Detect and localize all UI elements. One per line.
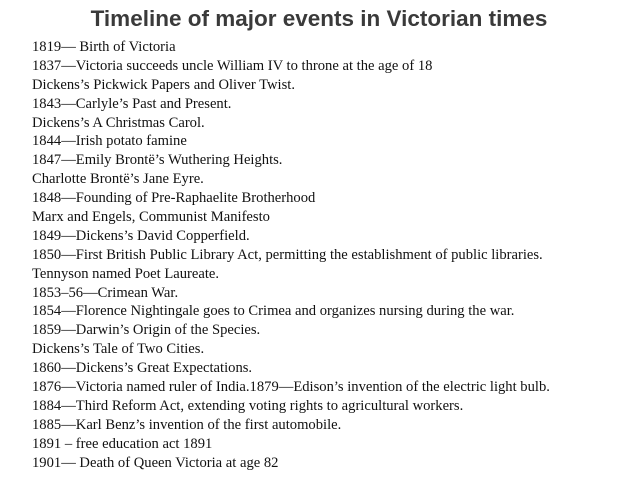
timeline-line: 1837—Victoria succeeds uncle William IV to throne at the age of 18 [32,57,433,74]
timeline-line: Dickens’s Pickwick Papers and Oliver Twist. [32,76,295,93]
timeline-line: Tennyson named Poet Laureate. [32,265,220,282]
timeline-line: Dickens’s Tale of Two Cities. [32,341,205,358]
timeline-line: 1901— Death of Queen Victoria at age 82 [32,454,279,471]
timeline-line: 1847—Emily Brontë’s Wuthering Heights. [32,152,283,169]
timeline-line: Dickens’s A Christmas Carol. [32,114,205,131]
timeline-line: Charlotte Brontë’s Jane Eyre. [32,171,204,188]
timeline-line: 1860—Dickens’s Great Expectations. [32,360,253,377]
timeline-line: 1850—First British Public Library Act, permitting the establishment of public libraries. [32,246,543,263]
timeline-line: 1854—Florence Nightingale goes to Crimea and organizes nursing during the war. [32,303,515,320]
timeline-line: 1853–56—Crimean War. [32,284,179,301]
timeline-line: 1859—Darwin’s Origin of the Species. [32,322,261,339]
timeline-line: 1844—Irish potato famine [32,133,187,150]
timeline-line: 1876—Victoria named ruler of India.1879—Edison’s invention of the electric light bulb. [32,379,550,396]
timeline-line: 1849—Dickens’s David Copperfield. [32,227,250,244]
timeline-line: Marx and Engels, Communist Manifesto [32,209,270,226]
timeline-line: 1891 – free education act 1891 [32,435,213,452]
timeline-line: 1848—Founding of Pre-Raphaelite Brotherhood [32,190,316,207]
timeline-line: 1843—Carlyle’s Past and Present. [32,95,232,112]
timeline-line: 1884—Third Reform Act, extending voting rights to agricultural workers. [32,397,464,414]
slide-title: Timeline of major events in Victorian times [90,6,548,31]
timeline-line: 1819— Birth of Victoria [32,39,176,55]
timeline-list [32,38,632,472]
timeline-line: 1885—Karl Benz’s invention of the first automobile. [32,416,342,433]
